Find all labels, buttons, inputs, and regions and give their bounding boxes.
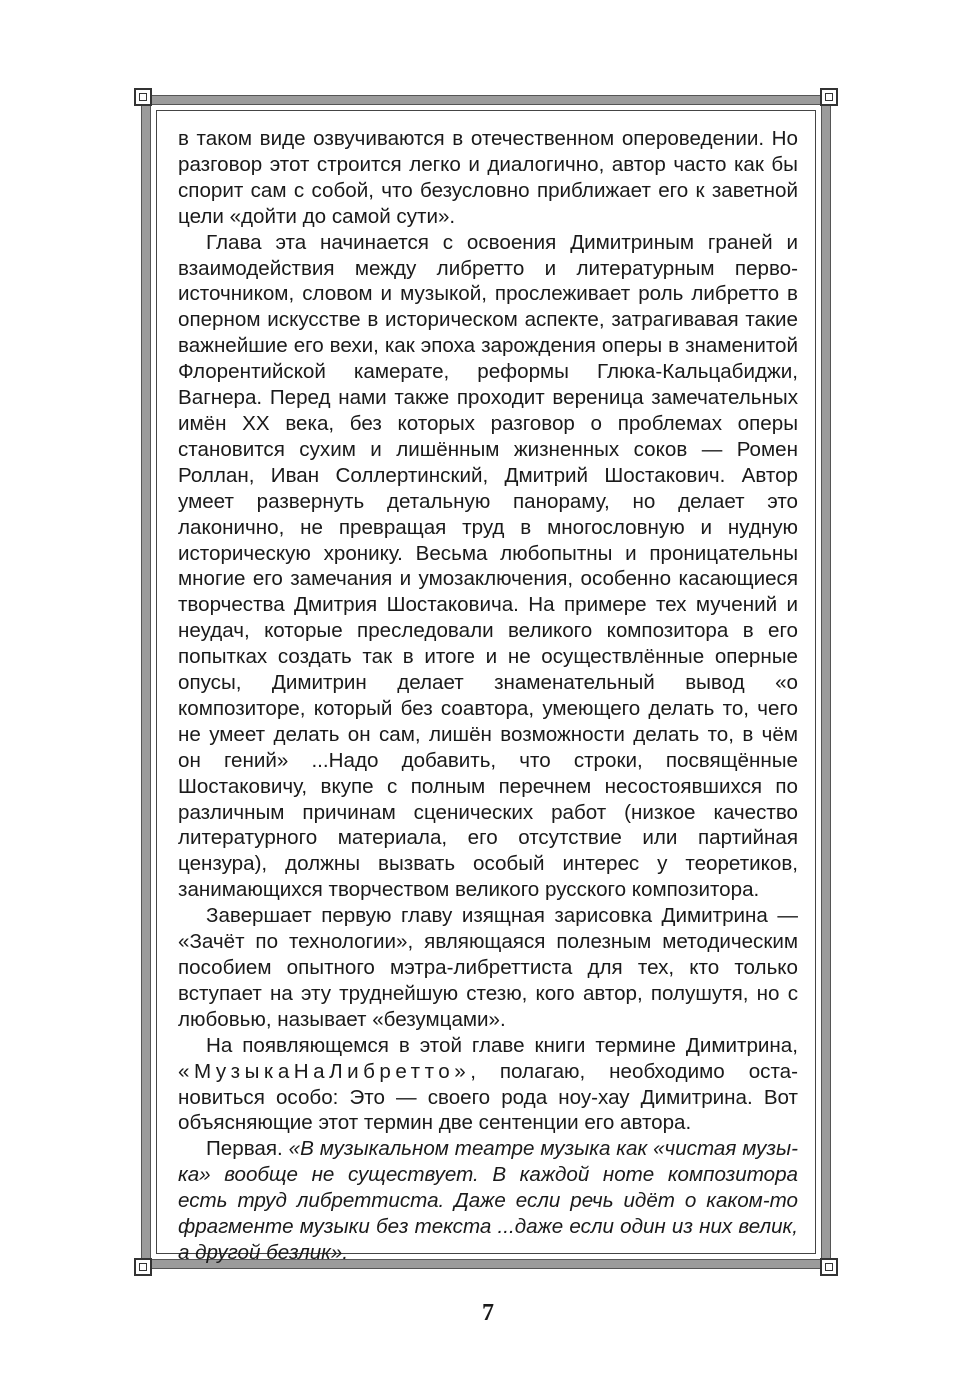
- corner-ornament-icon: [820, 1258, 838, 1276]
- corner-ornament-icon: [820, 88, 838, 106]
- corner-ornament-icon: [134, 88, 152, 106]
- corner-ornament-icon: [134, 1258, 152, 1276]
- page-number: 7: [482, 1300, 494, 1326]
- paragraph-4-intro: На появляющемся в этой главе книги термине Димитрина,: [206, 1033, 798, 1057]
- paragraph-5-quote: «В музыкальном театре музыка как «чистая музыка» вообще не существует. В каждой ноте композитора есть труд либреттиста. Даже если речь идёт о каком-то фрагменте музыки без текста ...даже если один из них велик, а другой безлик».: [178, 1137, 798, 1264]
- paragraph-3: Завершает первую главу изящная зарисовка Димитрина — «Зачёт по технологии», являющаяся полезным методическим пособием опытного мэтра-либреттиста для тех, кто только вступает на эту труднейшую стезю, кого автор, полушутя, но с любовью, называет «безумцами».: [178, 904, 798, 1031]
- paragraph-4-rest: , полагаю, необходимо остановиться особо: Это — своего рода ноу-хау Димитрина. Вот объясняющие этот термин две сентенции его автора.: [178, 1059, 798, 1135]
- body-text: [178, 126, 798, 1266]
- paragraph-2: Глава эта начинается с освоения Димитриным граней и взаимодействия между либретто и литературным первоисточником, словом и музыкой, прослеживает роль либретто в оперном искусстве в историческом аспекте, затрагивавая такие важнейшие его вехи, как эпоха зарождения оперы в знаменитой Флорентийской камерате, реформы Глюка-Кальцабиджи, Вагнера. Перед нами также проходит вереница замечательных имён XX века, без которых разговор о проблемах оперы становится сухим и лишённым жизненных соков — Ромен Роллан, Иван Соллертинский, Дмитрий Шостакович. Автор умеет развернуть детальную панораму, но делает это лаконично, не превращая труд в многословную и нудную историческую хронику. Весьма любопытны и проницательны многие его замечания и умозаключения, особенно касающиеся творчества Дмитрия Шостаковича. На примере тех мучений и неудач, которые преследовали великого композитора в его попытках создать так в итоге и не осуществлённые оперные опусы, Димитрин делает знаменательный вывод «о композиторе, который без соавтора, умеющего делать то, чего не умеет делать он сам, лишён возможности делать то, в чём он гений» ...Надо добавить, что строки, посвящённые Шостаковичу, вкупе с полным перечнем несостоявшихся по различным причинам сценических работ (низкое качество литературного материала, его отсутствие или партийная цензура), должны вызвать особый интерес у теоретиков, занимающихся творчеством великого русского композитора.: [178, 230, 798, 902]
- paragraph-1: в таком виде озвучиваются в отечественном опероведении. Но разговор этот строится легко и диалогично, автор часто как бы спорит сам с собой, что безусловно приближает его к заветной цели «дойти до самой сути».: [178, 127, 798, 228]
- paragraph-5: [178, 1136, 798, 1266]
- paragraph-5-lead: Первая.: [206, 1137, 283, 1161]
- term-muzykanalibretto: «МузыкаНаЛибретто»: [178, 1059, 471, 1083]
- paragraph-4: [178, 1033, 798, 1137]
